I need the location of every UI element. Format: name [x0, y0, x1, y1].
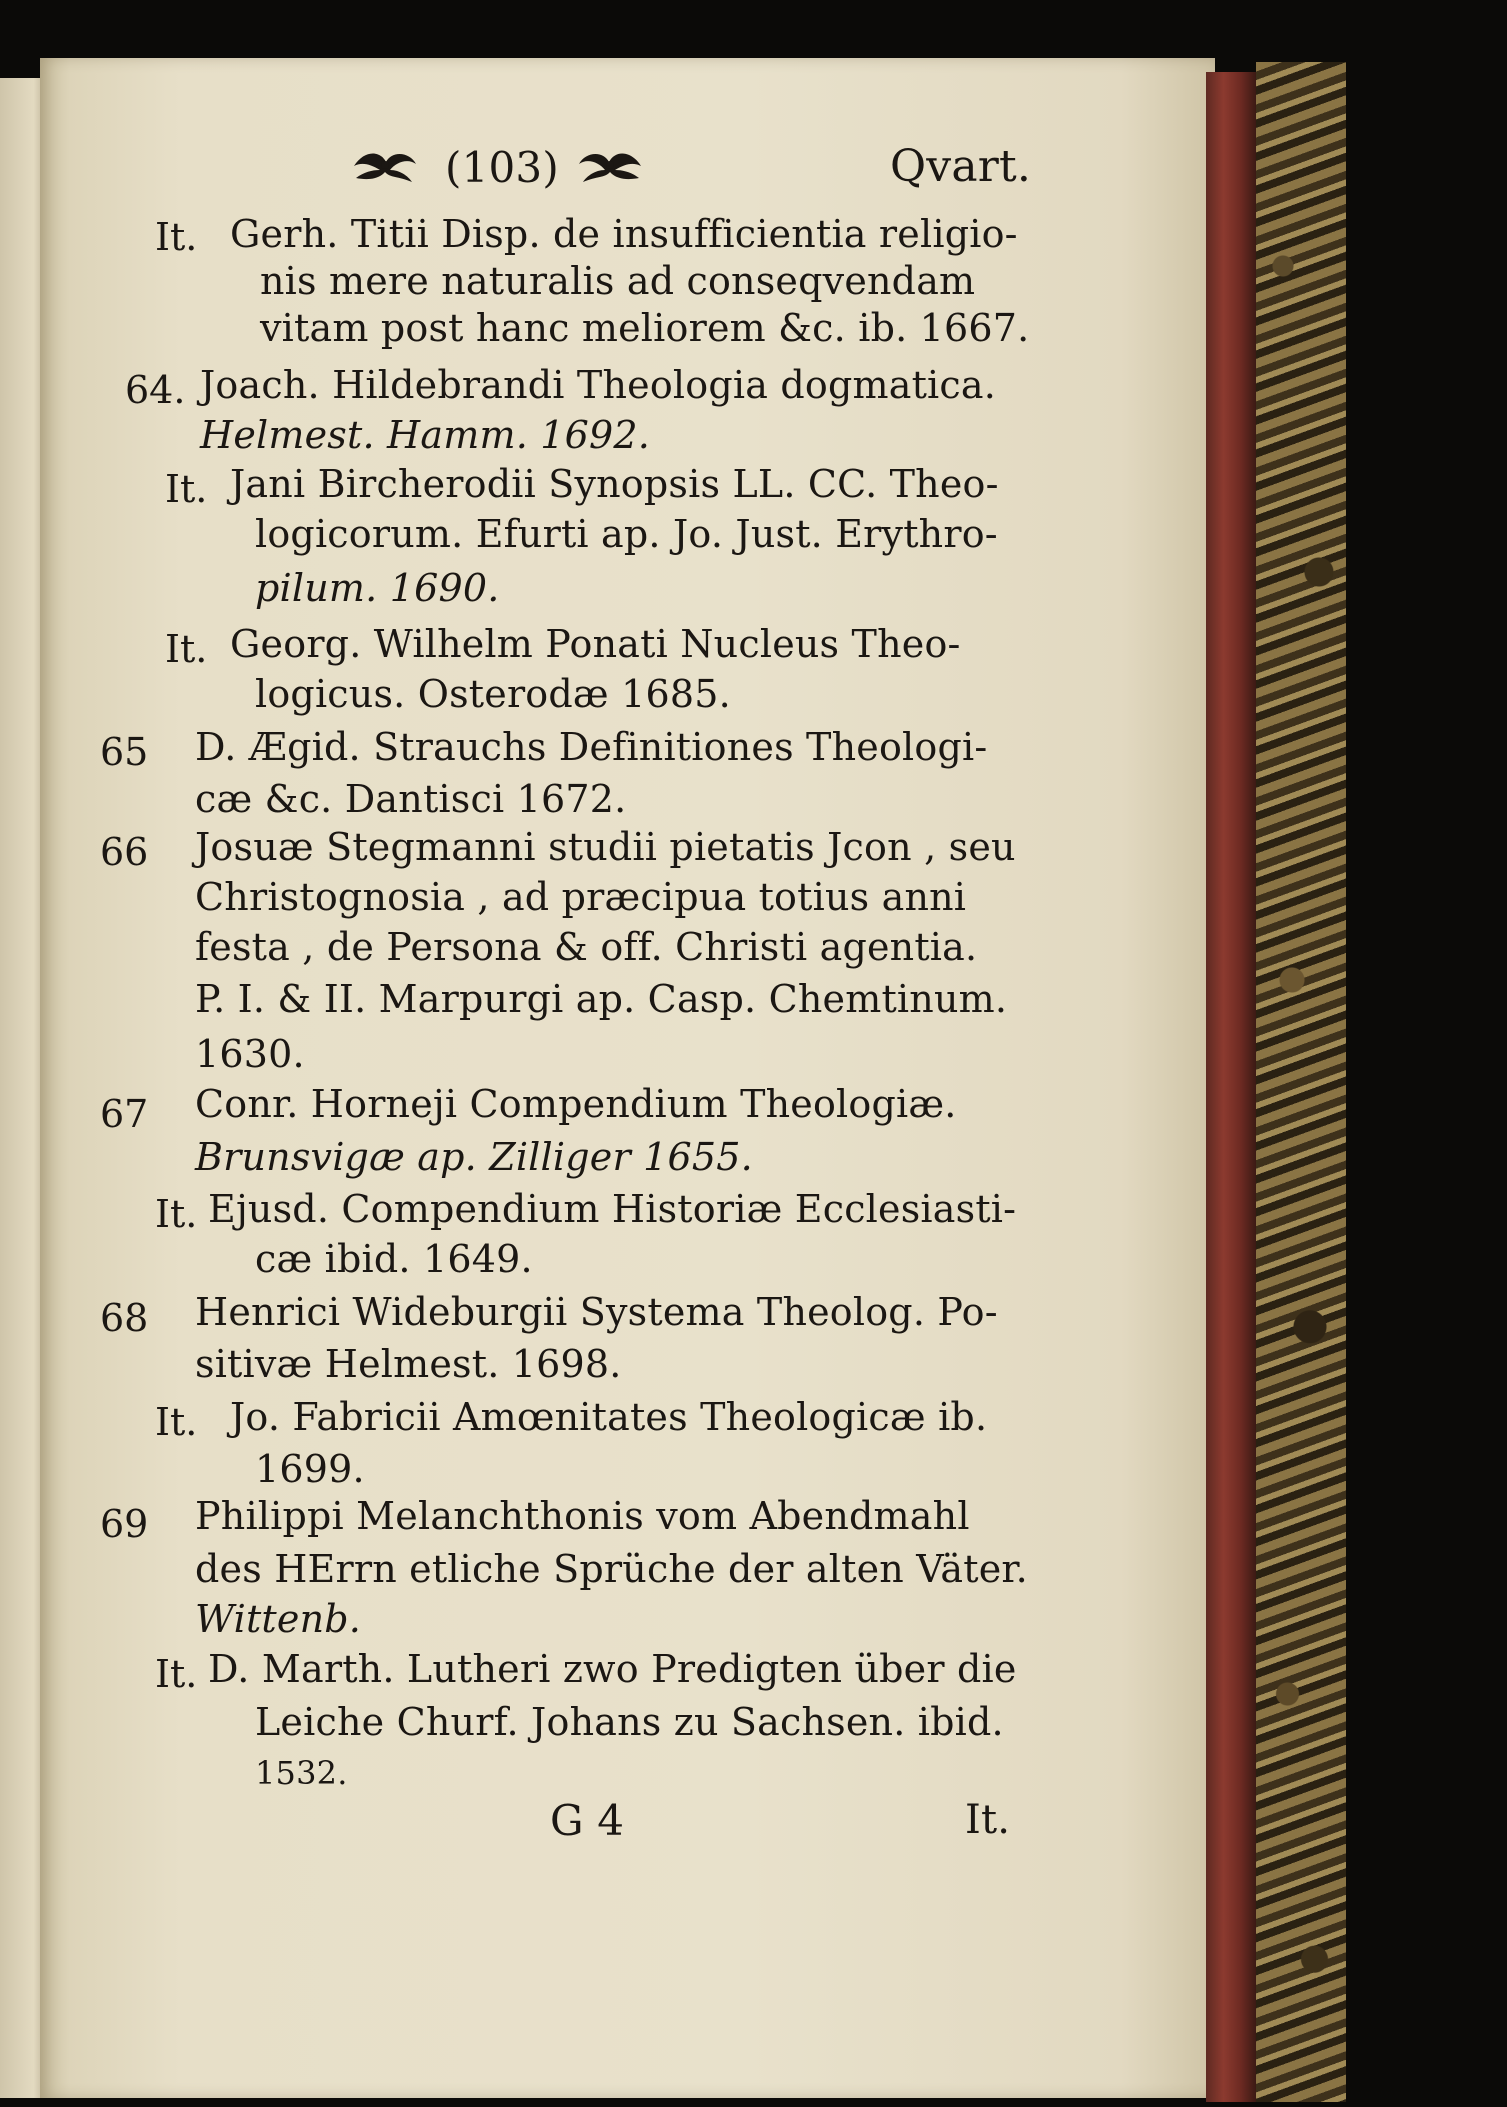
- header-ornament-left-icon: [350, 148, 420, 188]
- entry-line: sitivæ Helmest. 1698.: [195, 1342, 622, 1386]
- entry-line: D. Ægid. Strauchs Definitiones Theologi-: [195, 725, 988, 769]
- entry-number: It.: [155, 1192, 198, 1236]
- entry-number: 69: [100, 1502, 149, 1546]
- entry-line: D. Marth. Lutheri zwo Predigten über die: [208, 1647, 1017, 1691]
- entry-line: Jo. Fabricii Amœnitates Theologicæ ib.: [230, 1395, 988, 1439]
- entry-line: Brunsvigæ ap. Zilliger 1655.: [195, 1135, 753, 1179]
- entry-line: 1532.: [255, 1754, 348, 1792]
- entry-line: vitam post hanc meliorem &c. ib. 1667.: [260, 306, 1030, 350]
- entry-number: 66: [100, 830, 149, 874]
- entry-line: festa , de Persona & off. Christi agentia.: [195, 925, 978, 969]
- entry-line: Christognosia , ad præcipua totius anni: [195, 875, 967, 919]
- entry-number: It.: [155, 215, 198, 259]
- red-page-edges: [1206, 72, 1256, 2102]
- entry-line: des HErrn etliche Sprüche der alten Väter.: [195, 1547, 1028, 1591]
- signature-mark: G 4: [550, 1796, 625, 1845]
- catchword: It.: [965, 1797, 1011, 1843]
- entry-line: Helmest. Hamm. 1692.: [200, 413, 651, 457]
- entry-number: It.: [165, 627, 208, 671]
- entry-line: Leiche Churf. Johans zu Sachsen. ibid.: [255, 1700, 1004, 1744]
- entry-line: nis mere naturalis ad conseqvendam: [260, 259, 976, 303]
- entry-number: 65: [100, 730, 149, 774]
- entry-line: Georg. Wilhelm Ponati Nucleus Theo-: [230, 622, 961, 666]
- entry-line: Conr. Horneji Compendium Theologiæ.: [195, 1082, 957, 1126]
- marbled-cover: [1256, 62, 1346, 2102]
- entry-line: Joach. Hildebrandi Theologia dogmatica.: [200, 363, 997, 407]
- entry-line: Wittenb.: [195, 1597, 362, 1641]
- entry-number: It.: [165, 467, 208, 511]
- entry-line: pilum. 1690.: [255, 566, 500, 610]
- entry-line: Philippi Melanchthonis vom Abendmahl: [195, 1494, 970, 1538]
- entry-number: It.: [155, 1652, 198, 1696]
- header-ornament-right-icon: [575, 148, 645, 188]
- entry-number: It.: [155, 1400, 198, 1444]
- entry-line: logicus. Osterodæ 1685.: [255, 672, 731, 716]
- entry-number: 68: [100, 1296, 149, 1340]
- entry-line: P. I. & II. Marpurgi ap. Casp. Chemtinum.: [195, 977, 1008, 1021]
- entry-line: cæ ibid. 1649.: [255, 1237, 533, 1281]
- entry-line: Ejusd. Compendium Historiæ Ecclesiasti-: [208, 1187, 1017, 1231]
- entry-line: Josuæ Stegmanni studii pietatis Jcon , seu: [195, 825, 1016, 869]
- entry-line: 1699.: [255, 1447, 365, 1491]
- entry-number: 67: [100, 1092, 149, 1136]
- section-title: Qvart.: [890, 141, 1032, 192]
- entry-line: Henrici Wideburgii Systema Theolog. Po-: [195, 1290, 998, 1334]
- entry-line: Gerh. Titii Disp. de insufficientia religio-: [230, 212, 1018, 256]
- entry-line: 1630.: [195, 1032, 305, 1076]
- entry-line: cæ &c. Dantisci 1672.: [195, 777, 627, 821]
- page-number: (103): [445, 143, 559, 192]
- entry-number: 64.: [125, 368, 186, 412]
- entry-line: Jani Bircherodii Synopsis LL. CC. Theo-: [230, 462, 999, 506]
- entry-line: logicorum. Efurti ap. Jo. Just. Erythro-: [255, 512, 998, 556]
